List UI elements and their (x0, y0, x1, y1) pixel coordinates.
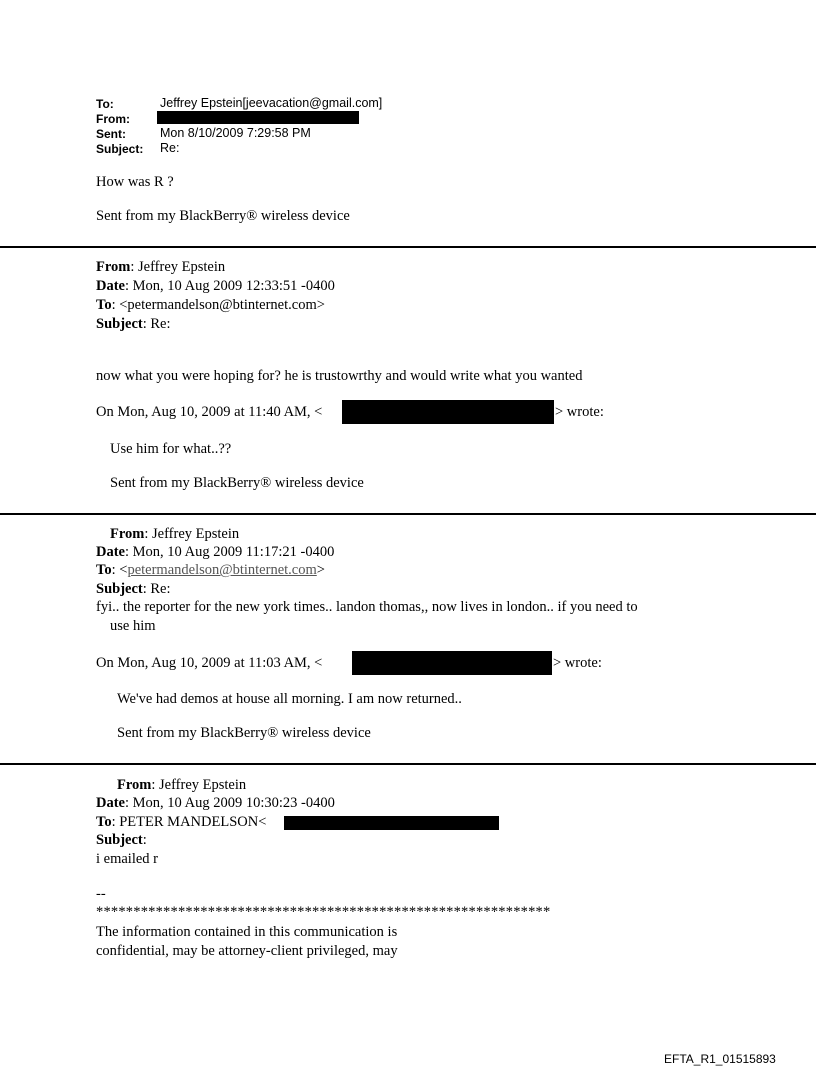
date-label: Date (96, 544, 125, 560)
to-label: To (96, 562, 112, 578)
from-label: From (110, 526, 145, 542)
date-line (96, 544, 334, 561)
message-divider (0, 763, 816, 765)
date-line (96, 278, 335, 295)
sent-value: Mon 8/10/2009 7:29:58 PM (160, 126, 311, 140)
date-value: : Mon, 10 Aug 2009 10:30:23 -0400 (125, 795, 335, 811)
message-signature: Sent from my BlackBerry® wireless device (96, 208, 350, 224)
from-label: From (96, 259, 131, 275)
subject-line (96, 832, 147, 849)
signature-separator: -- (96, 886, 106, 902)
quote-signature: Sent from my BlackBerry® wireless device (110, 475, 364, 491)
to-line (96, 562, 325, 579)
subject-line (96, 316, 171, 333)
redaction-bar (342, 400, 554, 424)
sent-label: Sent: (96, 127, 126, 141)
disclaimer-line: confidential, may be attorney-client privileged, may (96, 943, 398, 959)
to-value: : PETER MANDELSON< (111, 814, 267, 830)
date-value: : Mon, 10 Aug 2009 11:17:21 -0400 (125, 544, 335, 560)
to-line (96, 297, 325, 314)
from-label: From: (96, 112, 130, 126)
to-label: To: (96, 97, 114, 111)
from-line (110, 526, 239, 543)
message-divider (0, 246, 816, 248)
email-link[interactable]: petermandelson@btinternet.com (127, 562, 317, 578)
subject-label: Subject (96, 581, 143, 597)
disclaimer-line: The information contained in this communication is (96, 924, 398, 940)
message-divider (0, 513, 816, 515)
date-label: Date (96, 795, 125, 811)
quote-intro: On Mon, Aug 10, 2009 at 11:40 AM, < (96, 404, 323, 420)
to-line (96, 814, 266, 831)
to-label: To (96, 814, 112, 830)
date-value: : Mon, 10 Aug 2009 12:33:51 -0400 (125, 278, 335, 294)
message-body-line: fyi.. the reporter for the new york times.. landon thomas,, now lives in london.. if you need to (96, 599, 638, 615)
document-id: EFTA_R1_01515893 (664, 1052, 776, 1066)
redaction-bar (157, 111, 359, 124)
quote-intro-end: > wrote: (555, 404, 604, 420)
subject-value: : (142, 832, 147, 848)
subject-label: Subject (96, 316, 143, 332)
redaction-bar (284, 816, 499, 830)
to-value: : <petermandelson@btinternet.com> (111, 297, 325, 313)
to-value: Jeffrey Epstein[jeevacation@gmail.com] (160, 96, 383, 110)
message-body: now what you were hoping for? he is trustowrthy and would write what you wanted (96, 368, 583, 384)
quote-signature: Sent from my BlackBerry® wireless device (117, 725, 371, 741)
from-line (96, 259, 225, 276)
date-line (96, 795, 335, 812)
to-label: To (96, 297, 112, 313)
from-line (117, 777, 246, 794)
quote-body: We've had demos at house all morning. I am now returned.. (117, 691, 462, 707)
from-value: : Jeffrey Epstein (151, 777, 247, 793)
from-value: : Jeffrey Epstein (130, 259, 226, 275)
subject-label: Subject (96, 832, 143, 848)
date-label: Date (96, 278, 125, 294)
subject-value: Re: (160, 141, 180, 155)
from-label: From (117, 777, 152, 793)
subject-label: Subject: (96, 142, 144, 156)
message-body: i emailed r (96, 851, 159, 867)
to-prefix: : < (111, 562, 128, 578)
asterisk-divider: ************************************************************* (96, 904, 551, 920)
redaction-bar (352, 651, 552, 675)
to-suffix: > (316, 562, 325, 578)
quote-body: Use him for what..?? (110, 441, 232, 457)
quote-intro: On Mon, Aug 10, 2009 at 11:03 AM, < (96, 655, 323, 671)
subject-value: : Re: (142, 316, 171, 332)
quote-intro-end: > wrote: (553, 655, 602, 671)
message-body-line: use him (110, 618, 156, 634)
from-value: : Jeffrey Epstein (144, 526, 240, 542)
subject-line (96, 581, 171, 598)
subject-value: : Re: (142, 581, 171, 597)
message-body: How was R ? (96, 174, 174, 190)
